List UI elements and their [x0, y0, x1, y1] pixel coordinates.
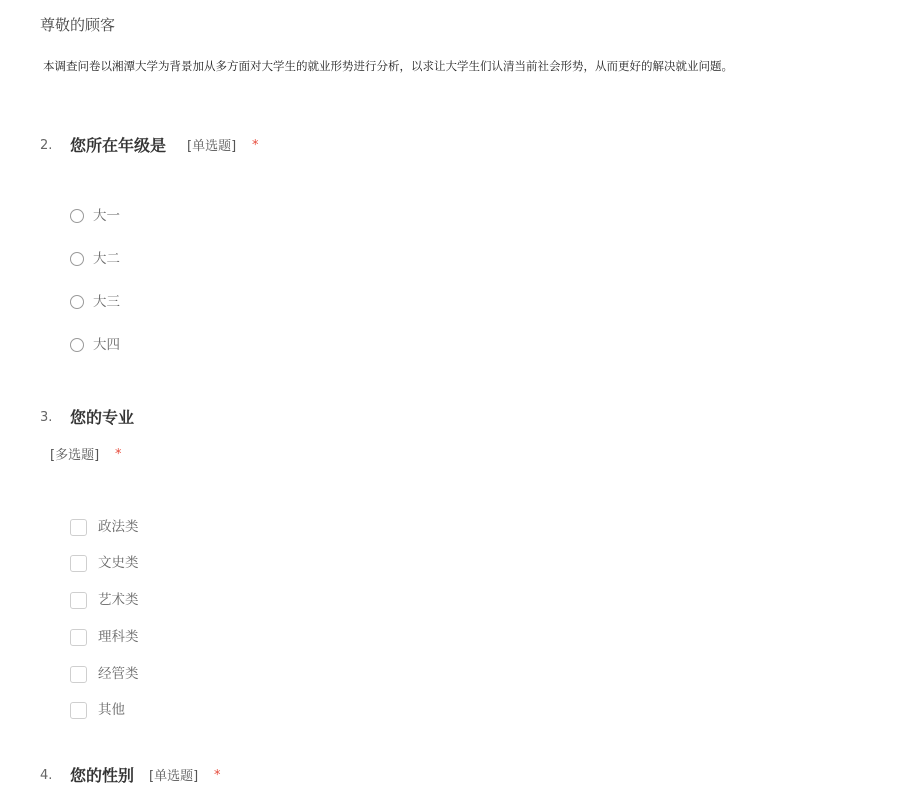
checkbox[interactable]: [70, 629, 87, 646]
option-label: 大四: [93, 337, 120, 353]
question-type-label: [单选题]: [149, 769, 199, 784]
radio-button[interactable]: [70, 252, 84, 266]
question-type-label: [多选题]: [50, 448, 100, 463]
survey-intro: 本调查问卷以湘潭大学为背景加从多方面对大学生的就业形势进行分析，以求让大学生们认清当前社会形势，从而更好的解决就业问题。: [43, 59, 733, 73]
question-number: 3.: [40, 410, 53, 425]
required-marker: *: [252, 138, 259, 153]
option-major-arts[interactable]: [70, 590, 139, 610]
option-major-science[interactable]: [70, 627, 139, 647]
option-grade-3[interactable]: [70, 292, 120, 312]
option-label: 其他: [98, 702, 125, 718]
required-marker: *: [214, 768, 221, 783]
question-number: 2.: [40, 138, 53, 153]
survey-greeting: 尊敬的顾客: [40, 16, 116, 34]
option-label: 大一: [93, 208, 120, 224]
question-title: 您的专业: [70, 408, 135, 427]
option-major-economics[interactable]: [70, 664, 139, 684]
option-label: 经管类: [98, 666, 139, 682]
option-label: 艺术类: [98, 592, 139, 608]
question-title: 您的性别: [70, 766, 135, 785]
radio-button[interactable]: [70, 338, 84, 352]
radio-button[interactable]: [70, 295, 84, 309]
option-label: 政法类: [98, 519, 139, 535]
option-label: 大二: [93, 251, 120, 267]
option-label: 文史类: [98, 555, 139, 571]
checkbox[interactable]: [70, 666, 87, 683]
checkbox[interactable]: [70, 592, 87, 609]
option-major-other[interactable]: [70, 700, 125, 720]
option-major-law[interactable]: [70, 517, 139, 537]
option-label: 理科类: [98, 629, 139, 645]
question-title: 您所在年级是: [70, 136, 167, 155]
option-grade-2[interactable]: [70, 249, 120, 269]
option-grade-1[interactable]: [70, 206, 120, 226]
checkbox[interactable]: [70, 702, 87, 719]
checkbox[interactable]: [70, 519, 87, 536]
option-grade-4[interactable]: [70, 335, 120, 355]
question-number: 4.: [40, 768, 53, 783]
question-type-label: [单选题]: [187, 139, 237, 154]
radio-button[interactable]: [70, 209, 84, 223]
checkbox[interactable]: [70, 555, 87, 572]
option-label: 大三: [93, 294, 120, 310]
required-marker: *: [115, 447, 122, 462]
option-major-humanities[interactable]: [70, 553, 139, 573]
